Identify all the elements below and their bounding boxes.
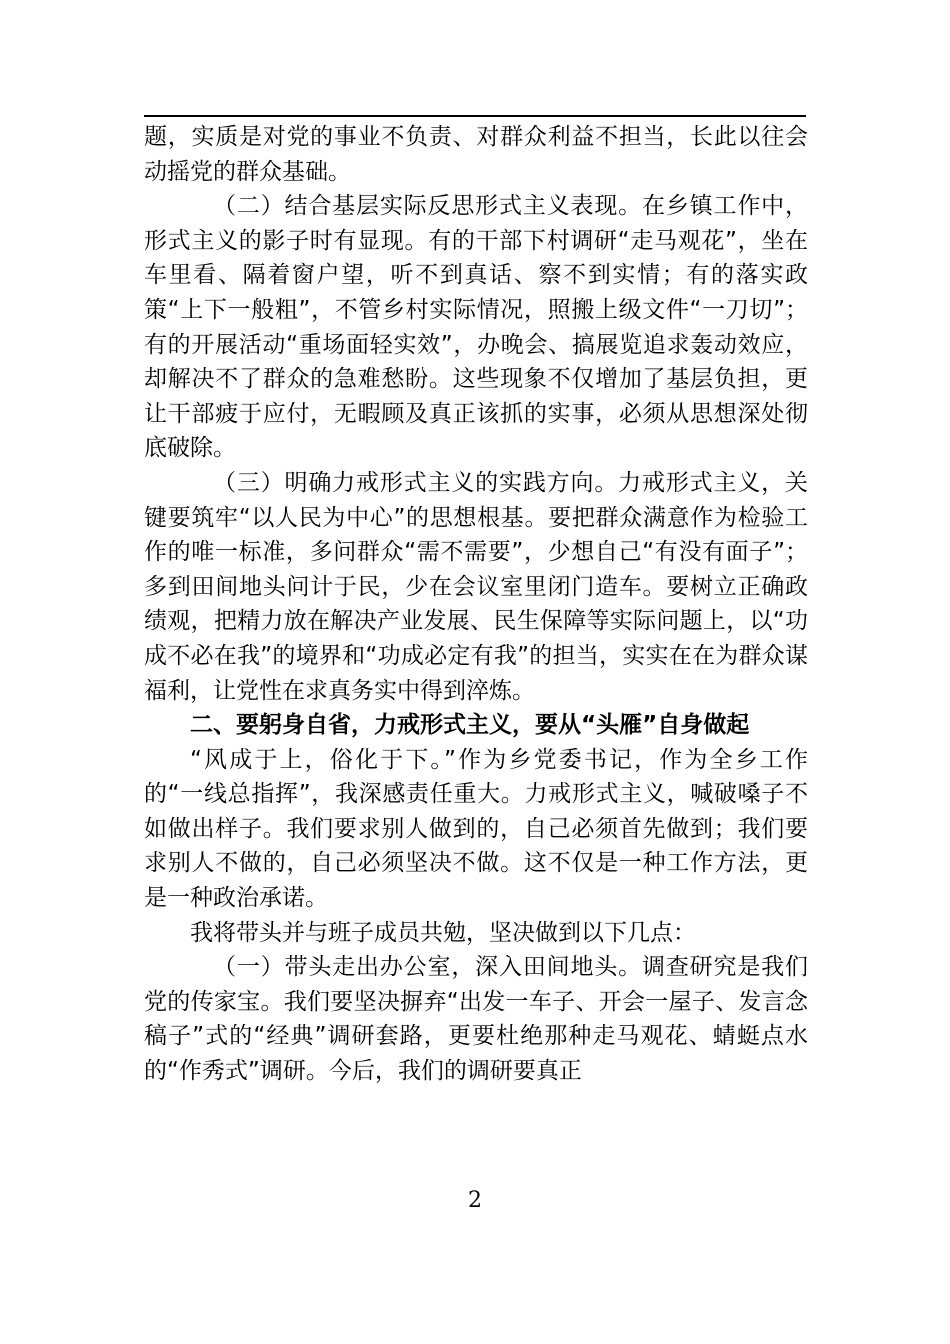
page-number: 2 xyxy=(468,1188,482,1213)
paragraph-section-1-3: （三）明确力戒形式主义的实践方向。力戒形式主义，关键要筑牢“以人民为中心”的思想根基。要把群众满意作为检验工作的唯一标准，多问群众“需不需要”，少想自己“有没有面子”；多到田间地头问计于民，少在会议室里闭门造车。要树立正确政绩观，把精力放在解决产业发展、民生保障等实际问题上，以“功成不必在我”的境界和“功成必定有我”的担当，实实在在为群众谋福利，让党性在求真务实中得到淬炼。 xyxy=(144,469,808,704)
paragraph-commitment: 我将带头并与班子成员共勉，坚决做到以下几点： xyxy=(190,919,696,946)
document-body xyxy=(144,120,808,1089)
paragraph-continuation: 题，实质是对党的事业不负责、对群众利益不担当，长此以往会动摇党的群众基础。 xyxy=(144,124,808,185)
header-rule xyxy=(144,115,806,117)
section-heading-2: 二、要躬身自省，力戒形式主义，要从“头雁”自身做起 xyxy=(190,712,750,739)
paragraph-section-2-1: （一）带头走出办公室，深入田间地头。调查研究是我们党的传家宝。我们要坚决摒弃“出发一车子、开会一屋子、发言念稿子”式的“经典”调研套路，更要杜绝那种走马观花、蜻蜓点水的“作秀式”调研。今后，我们的调研要真正 xyxy=(144,954,808,1085)
paragraph-section-2-intro: “风成于上，俗化于下。”作为乡党委书记，作为全乡工作的“一线总指挥”，我深感责任重大。力戒形式主义，喊破嗓子不如做出样子。我们要求别人做到的，自己必须首先做到；我们要求别人不做的，自己必须坚决不做。这不仅是一种工作方法，更是一种政治承诺。 xyxy=(144,746,808,912)
paragraph-section-1-2: （二）结合基层实际反思形式主义表现。在乡镇工作中，形式主义的影子时有显现。有的干部下村调研“走马观花”，坐在车里看、隔着窗户望，听不到真话、察不到实情；有的落实政策“上下一般粗”，不管乡村实际情况，照搬上级文件“一刀切”；有的开展活动“重场面轻实效”，办晚会、搞展览追求轰动效应，却解决不了群众的急难愁盼。这些现象不仅增加了基层负担，更让干部疲于应付，无暇顾及真正该抓的实事，必须从思想深处彻底破除。 xyxy=(144,193,808,462)
